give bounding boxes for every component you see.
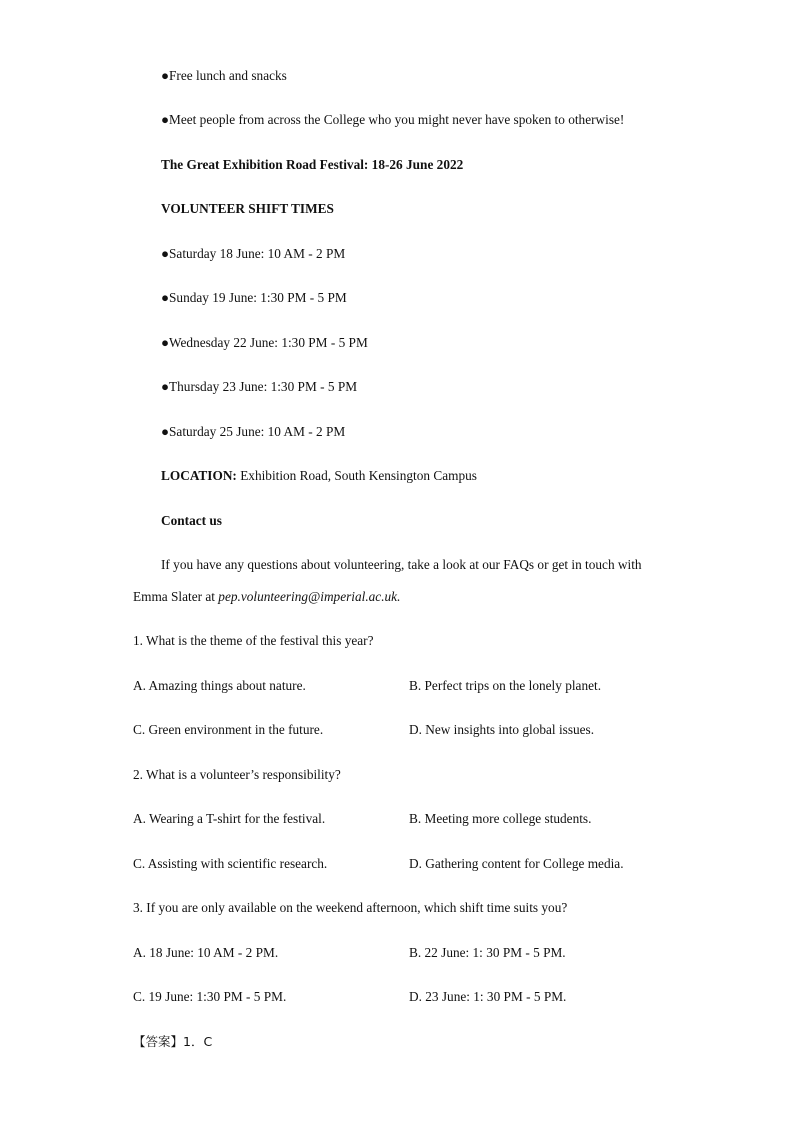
contact-text: If you have any questions about volunteering, take a look at our FAQs or get in touch with (161, 557, 642, 572)
contact-text-line2 (133, 588, 400, 606)
shift-item: ●Thursday 23 June: 1:30 PM - 5 PM (161, 379, 358, 394)
question-stem: 1. What is the theme of the festival this year? (133, 633, 374, 648)
question-option: A. Wearing a T-shirt for the festival. (133, 811, 326, 826)
answer-key: 【答案】1．C (133, 1034, 213, 1049)
question-option: D. Gathering content for College media. (409, 856, 624, 871)
question-stem: 2. What is a volunteer’s responsibility? (133, 767, 341, 782)
shift-heading: VOLUNTEER SHIFT TIMES (161, 201, 334, 216)
shift-item: ●Saturday 25 June: 10 AM - 2 PM (161, 424, 346, 439)
contact-prefix: Emma Slater at (133, 589, 219, 604)
question-option: D. New insights into global issues. (409, 722, 595, 737)
question-option: A. 18 June: 10 AM - 2 PM. (133, 945, 279, 960)
question-option: C. Assisting with scientific research. (133, 856, 328, 871)
question-stem: 3. If you are only available on the weekend afternoon, which shift time suits you? (133, 900, 568, 915)
question-option: B. Perfect trips on the lonely planet. (409, 678, 602, 693)
shift-item: ●Saturday 18 June: 10 AM - 2 PM (161, 246, 346, 261)
festival-title: The Great Exhibition Road Festival: 18-26 June 2022 (161, 157, 464, 172)
question-option: A. Amazing things about nature. (133, 678, 306, 693)
shift-item: ●Sunday 19 June: 1:30 PM - 5 PM (161, 290, 347, 305)
question-option: C. 19 June: 1:30 PM - 5 PM. (133, 989, 287, 1004)
contact-email-link[interactable]: pep.volunteering@imperial.ac.uk. (218, 589, 401, 604)
bullet-free-lunch: ●Free lunch and snacks (161, 68, 287, 83)
question-option: B. 22 June: 1: 30 PM - 5 PM. (409, 945, 566, 960)
bullet-meet-people: ●Meet people from across the College who you might never have spoken to otherwise! (161, 112, 625, 127)
location-label: LOCATION: (161, 468, 237, 483)
shift-item: ●Wednesday 22 June: 1:30 PM - 5 PM (161, 335, 368, 350)
question-option: B. Meeting more college students. (409, 811, 592, 826)
question-option: C. Green environment in the future. (133, 722, 324, 737)
location-line (161, 467, 477, 485)
question-option: D. 23 June: 1: 30 PM - 5 PM. (409, 989, 567, 1004)
location-value: Exhibition Road, South Kensington Campus (240, 468, 477, 483)
contact-heading: Contact us (161, 513, 222, 528)
